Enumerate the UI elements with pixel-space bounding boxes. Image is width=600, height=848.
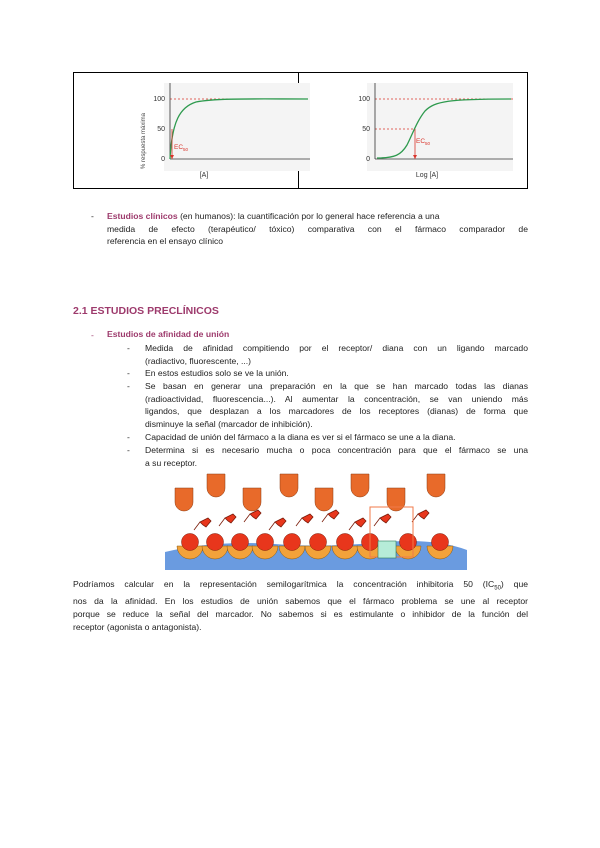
list-line: Capacidad de unión del fármaco a la diana es ver si el fármaco se une a la diana.: [145, 432, 456, 442]
marker-tag: [269, 518, 286, 530]
free-ligands: [175, 474, 445, 511]
tick-label: 50: [362, 126, 370, 133]
list-dash: -: [127, 368, 130, 378]
free-ligand: [351, 474, 369, 497]
list-item: [145, 367, 528, 380]
list-dash: -: [127, 381, 130, 391]
bound-marker: [432, 534, 449, 551]
bullet-dash: -: [91, 211, 94, 221]
list-dash: -: [127, 343, 130, 353]
marker-tag: [322, 510, 339, 522]
tick-label: 0: [366, 156, 370, 163]
list-item: [145, 342, 528, 367]
bound-marker: [232, 534, 249, 551]
closing-paragraph: [73, 578, 528, 633]
ec50-label: $EC_{50}$: [416, 138, 431, 146]
marker-tag: [412, 510, 429, 522]
list-line: a su receptor.: [145, 457, 198, 468]
marker-tag: [244, 510, 261, 522]
clinical-studies-paragraph: [107, 210, 528, 248]
free-ligand: [280, 474, 298, 497]
tick-label: 100: [358, 96, 370, 103]
closing-line: receptor (agonista o antagonista).: [73, 621, 202, 632]
list-item: [145, 431, 528, 444]
clinical-line: [107, 210, 528, 223]
marker-tag: [194, 518, 211, 530]
bound-marker: [284, 534, 301, 551]
list-line: Medida de afinidad compitiendo por el receptor/ diana con un ligando marcado: [145, 343, 528, 353]
list-line: Se basan en generar una preparación en la que se han marcado todas las dianas: [145, 381, 528, 391]
closing-line: porque se reduce la señal del marcador. No sabemos si es estimulante o inhibidor de la función del: [73, 608, 528, 619]
list-item: [145, 444, 528, 469]
affinity-subheading: Estudios de afinidad de unión: [107, 329, 230, 339]
marker-tag: [374, 514, 391, 526]
x-axis-label: Log [A]: [415, 172, 439, 179]
section-title: 2.1 ESTUDIOS PRECLÍNICOS: [73, 305, 219, 317]
figure-table: [73, 72, 528, 189]
free-ligand: [207, 474, 225, 497]
ec50-label: $EC_{50}$: [174, 144, 189, 152]
closing-line: nos da la afinidad. En los estudios de unión sabemos que el fármaco problema se une al receptor: [73, 596, 528, 607]
free-ligand: [315, 488, 333, 511]
clinical-term: Estudios clínicos: [107, 211, 178, 221]
clinical-line-text: (en humanos): la cuantificación por lo general hace referencia a una: [177, 211, 440, 221]
bound-marker: [400, 534, 417, 551]
x-axis-label: [A]: [199, 172, 209, 179]
list-dash: -: [127, 432, 130, 442]
list-line: disminuye la señal (marcador de inhibición).: [145, 418, 313, 429]
free-ligand: [175, 488, 193, 511]
list-line: Determina si es necesario mucha o poca concentración para que el fármaco se una: [145, 445, 528, 455]
bound-marker: [257, 534, 274, 551]
bound-marker: [207, 534, 224, 551]
marker-tag: [349, 518, 366, 530]
binding-assay-svg: [155, 470, 475, 570]
free-ligand: [387, 488, 405, 511]
closing-line: Podríamos calcular en la representación semilogarítmica la concentración inhibitoria 50 $(IC_{50})$ que: [73, 579, 529, 592]
clinical-line: medida de efecto (terapéutico/ tóxico) comparativa con el fármaco comparador de: [107, 223, 528, 234]
list-line: ligandos, que desplazan a los marcadores de los receptores (dianas) de forma que: [145, 406, 528, 417]
tick-label: 50: [157, 126, 165, 133]
labeled-markers: [182, 510, 449, 551]
y-axis-label: % respuesta máxima: [141, 112, 147, 170]
clinical-line: referencia en el ensayo clínico: [107, 236, 224, 247]
dose-response-log-plot: [339, 81, 519, 187]
bound-marker: [310, 534, 327, 551]
free-ligand: [243, 488, 261, 511]
free-ligand: [427, 474, 445, 497]
plot-area: [164, 83, 310, 171]
list-line: (radioactividad, fluorescencia...). Al aumentar la concentración, se van uniendo más: [145, 393, 528, 404]
tick-label: 0: [161, 156, 165, 163]
binding-assay-diagram: [155, 470, 475, 570]
marker-tag: [296, 514, 313, 526]
marker-tag: [219, 514, 236, 526]
subheading-dash: -: [91, 330, 94, 340]
bound-marker: [182, 534, 199, 551]
competing-ligand: [378, 541, 396, 558]
list-item: [145, 380, 528, 430]
list-line: (radiactivo, fluorescente, ...): [145, 355, 252, 366]
dose-response-linear-plot: [136, 81, 316, 187]
tick-label: 100: [153, 96, 165, 103]
bound-marker: [337, 534, 354, 551]
list-line: En estos estudios solo se ve la unión.: [145, 368, 289, 378]
list-dash: -: [127, 445, 130, 455]
